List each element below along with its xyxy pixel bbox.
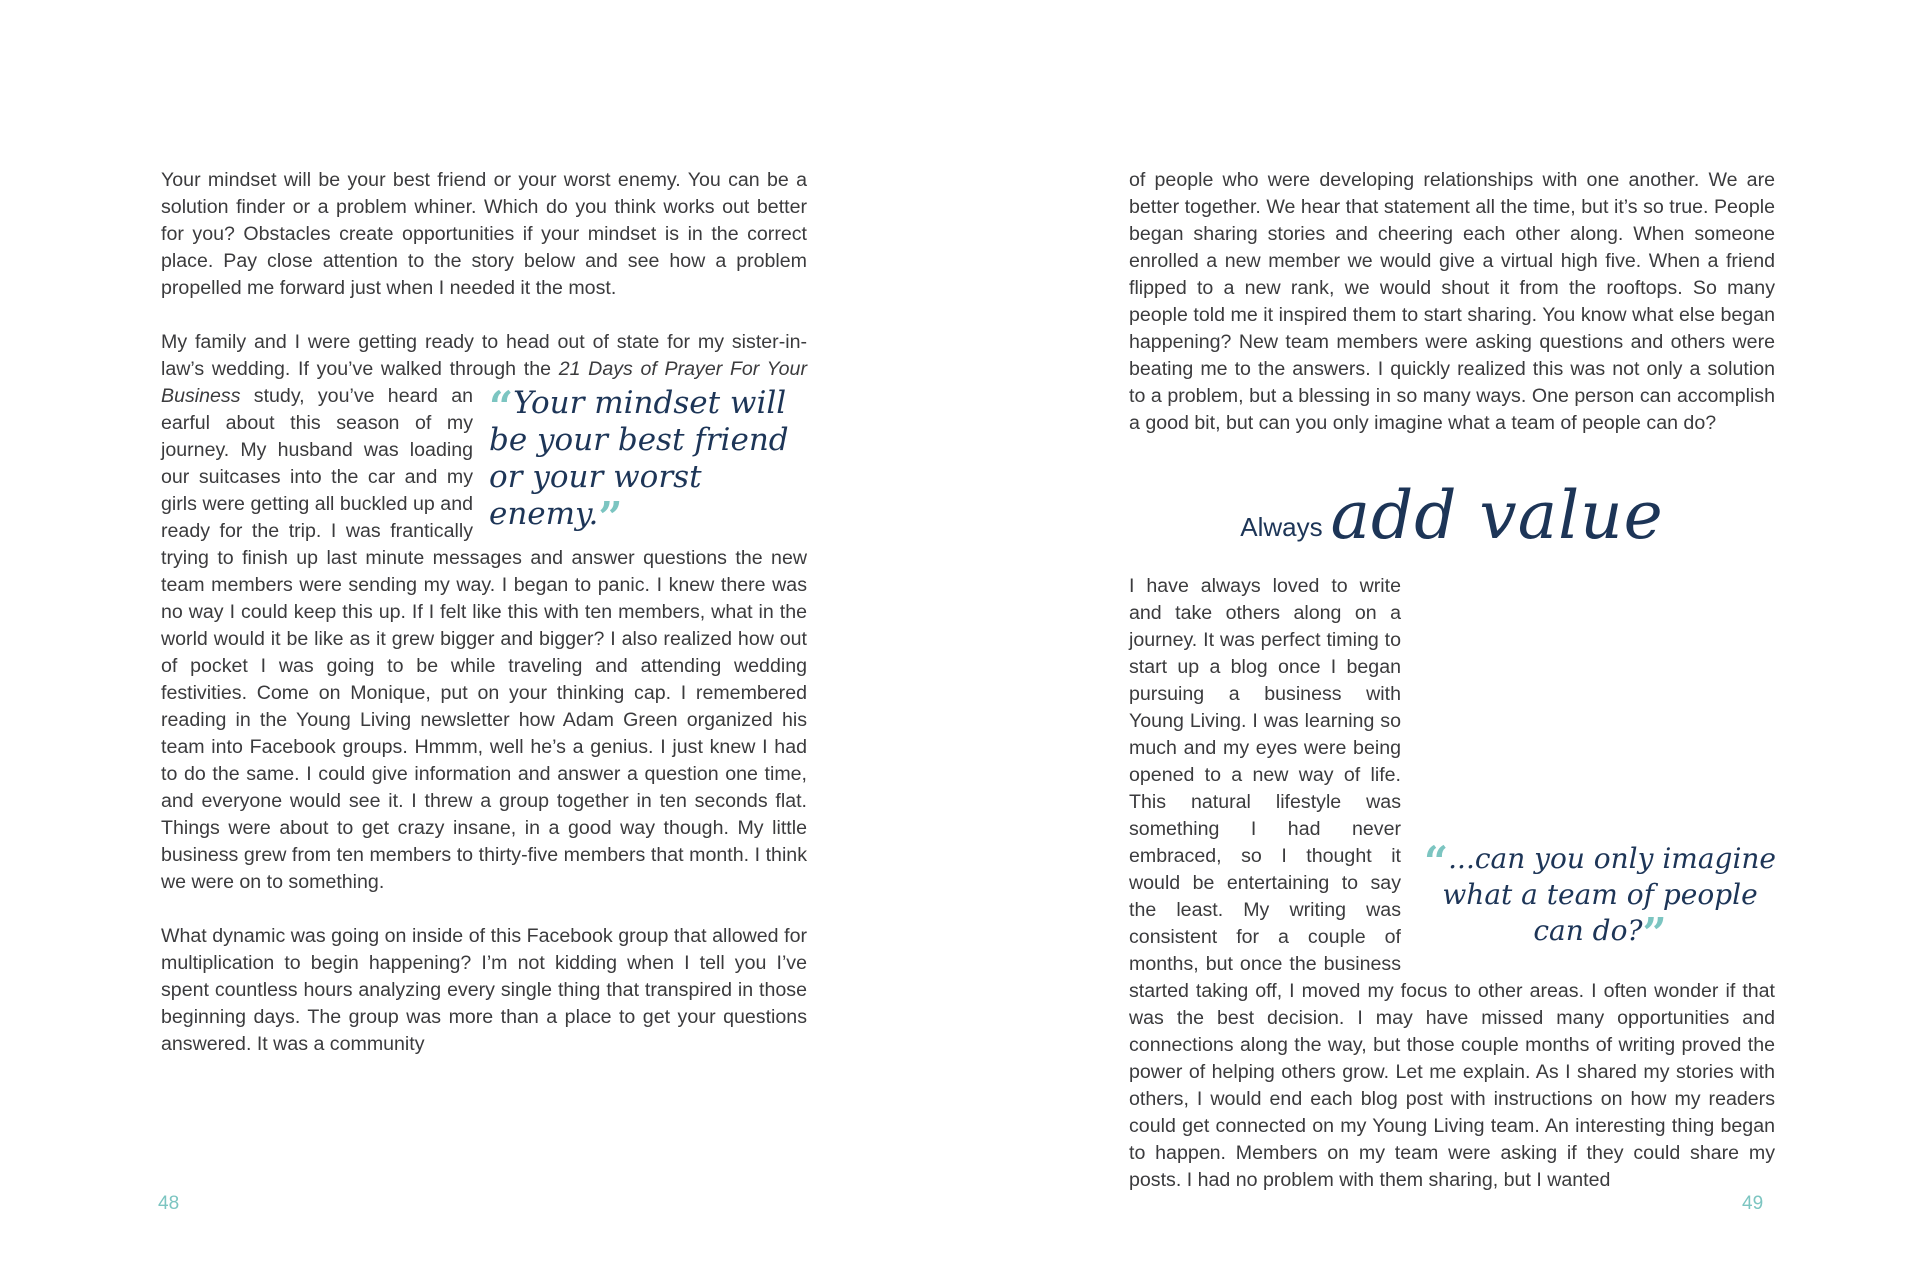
right-page [960,0,1920,1280]
pull-quote [1415,837,1785,958]
paragraph: What dynamic was going on inside of this Facebook group that allowed for multiplication to begin happening? I’m not kidding when I tell you I’ve spent countless hours analyzing every single thing that transpired in those beginning days. The group was more than a place to get your questions answered. It was a community [161,925,807,1055]
paragraph-text: I have always loved to write and take others along on a journey. It was perfect timing to start up a blog once I began pursuing a business with Young Living. I was learning so much and my eyes were being opened to a new way of life. This natural lifestyle was something I had never embraced, so I thought it would be entertaining to say the least. My writing was consistent for a couple of months, but once the business started taking off, I moved my focus to other areas. I often wonder if that was the best decision. I may have missed many opportunities and connections along the way, but those couple months of writing proved the power of helping others grow. Let me explain. As I shared my stories with others, I would end each blog post with instructions on how my readers could get connected on my Young Living team. An interesting thing began to happen. Members on my team were asking if they could share my posts. I had no problem with them sharing, but I wanted [1129,575,1775,1191]
book-title: 21 Days of Prayer For Your Business [161,358,807,407]
paragraph-text: My family and I were getting ready to head out of state for my sister-in-law’s wedding. If you’ve walked through the [161,331,807,380]
pull-quote-text: ...can you only imagine what a team of people can do? [1442,842,1777,947]
pull-quote [489,382,807,542]
section-heading-small: Always [1240,512,1323,542]
section-heading [1129,461,1775,561]
paragraph [1129,573,1775,1194]
left-text-column [161,167,807,1058]
open-quote-mark: “ [489,382,514,431]
section-heading-script: add value [1330,477,1664,554]
close-quote-mark: ” [598,493,623,542]
paragraph: of people who were developing relationships with one another. We are better together. We hear that statement all the time, but it’s so true. People began sharing stories and cheering each other along. When someone enrolled a new member we would give a virtual high five. When a friend flipped to a new rank, we would shout it from the rooftops. So many people told me it inspired them to start sharing. You know what else began happening? New team members were asking questions and others were beating me to the answers. I quickly realized this was not only a solution to a problem, but a blessing in so many ways. One person can accomplish a good bit, but can you only imagine what a team of people can do? [1129,169,1775,434]
open-quote-mark: “ [1423,837,1449,886]
close-quote-mark: ” [1642,909,1667,958]
paragraph [161,329,807,896]
pull-quote-text: Your mindset will be your best friend or your worst enemy. [489,385,789,532]
right-text-column [1129,167,1775,1194]
paragraph-text-rest: study, you’ve heard an earful about this season of my journey. My husband was loading our suitcases into the car and my girls were getting all buckled up and ready for the trip. I was frantically trying to finish up last minute messages and answer questions the new team members were sending my way. I began to panic. I knew there was no way I could keep this up. If I felt like this with ten members, what in the world would it be like as it grew bigger and bigger? I also realized how out of pocket I was going to be while traveling and attending wedding festivities. Come on Monique, put on your thinking cap. I remembered reading in the Young Living newsletter how Adam Green organized his team into Facebook groups. Hmmm, well he’s a genius. I just knew I had to do the same. I could give information and answer a question one time, and everyone would see it. I threw a group together in ten seconds flat. Things were about to get crazy insane, in a good way though. My little business grew from ten members to thirty-five members that month. I think we were on to something. [161,385,807,893]
page-number: 49 [1742,1193,1764,1214]
paragraph: Your mindset will be your best friend or your worst enemy. You can be a solution finder or a problem whiner. Which do you think works out better for you? Obstacles create opportunities if your mindset is in the correct place. Pay close attention to the story below and see how a problem propelled me forward just when I needed it the most. [161,169,807,299]
page-number: 48 [158,1193,180,1214]
